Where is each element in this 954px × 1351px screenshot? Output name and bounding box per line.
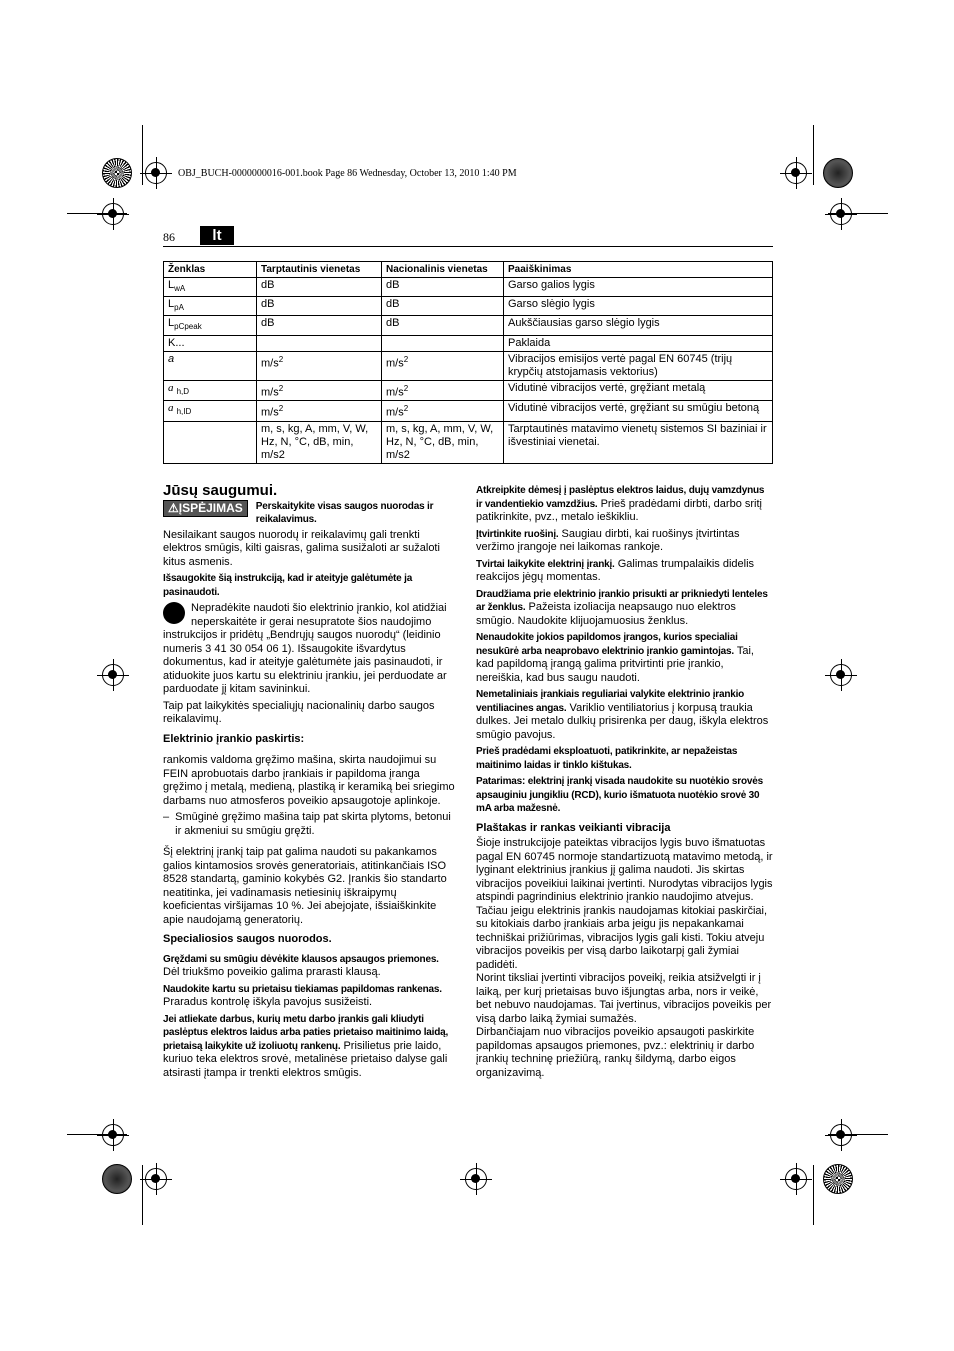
paragraph-text: Tai, kad papildomą įrangą galima pritvirtinti prie įrankio, nereiškia, kad bus saugu naudoti. xyxy=(476,644,754,684)
paragraph: Taip pat laikykitės specialiųjų nacionalinių darbo saugos reikalavimų. xyxy=(163,699,435,725)
table-cell: m, s, kg, A, mm, V, W, Hz, N, °C, dB, min, m/s2 xyxy=(257,421,382,463)
bold-lead: Įtvirtinkite ruošinį. xyxy=(476,528,559,540)
table-cell: Vidutinė vibracijos vertė, gręžiant su smūgiu betoną xyxy=(504,401,773,422)
paragraph-text: Pažeista izoliacija neapsaugo nuo elektros smūgio. Naudokite klijuojamuosius ženklus. xyxy=(476,601,736,627)
paragraph-text: Dėl triukšmo poveikio galima prarasti klausą. xyxy=(163,966,381,978)
table-cell: $m/s^2$ xyxy=(257,401,382,422)
bold-lead: Nenaudokite jokios papildomos įrangos, kurios specialiai nesukūrė arba neaprobavo elektrinio įrankio gamintojas. xyxy=(476,632,738,657)
registration-target-icon xyxy=(785,162,807,184)
subheading: Elektrinio įrankio paskirtis: xyxy=(163,732,305,745)
paragraph-bold: Išsaugokite šią instrukciją, kad ir ateityje galėtumėte ja pasinaudoti. xyxy=(163,573,413,598)
page-number: 86 xyxy=(163,230,175,244)
registration-target-icon xyxy=(145,1168,167,1190)
warning-triangle-icon: ⚠ xyxy=(168,500,179,515)
registration-star-icon xyxy=(823,1164,853,1194)
paragraph xyxy=(476,588,773,629)
table-cell: dB xyxy=(257,297,382,316)
left-column xyxy=(163,484,457,1083)
bold-lead: Tvirtai laikykite elektrinį įrankį. xyxy=(476,558,615,570)
crop-mark xyxy=(142,125,143,185)
table-row xyxy=(164,421,773,463)
subheading: Plaštakas ir rankas veikianti vibracija xyxy=(476,821,671,834)
table-cell: a $_{h,ID}$ xyxy=(164,401,257,422)
paragraph: Dirbančiajam nuo vibracijos poveikio apsaugoti paskirkite papildomas apsaugos priemones, pvz.: elektrinių ir darbo įrankių techninę priežiūrą, rankų šildymą, darbo eigos organizavimą. xyxy=(476,1026,755,1079)
table-cell: m, s, kg, A, mm, V, W, Hz, N, °C, dB, min, m/s2 xyxy=(382,421,504,463)
table-header: Paaiškinimas xyxy=(504,262,773,278)
table-row xyxy=(164,401,773,422)
table-cell: Garso slėgio lygis xyxy=(504,297,773,316)
crop-mark xyxy=(813,125,814,185)
paragraph xyxy=(476,688,773,742)
table-cell: dB xyxy=(382,316,504,335)
table-cell: Garso galios lygis xyxy=(504,278,773,297)
table-cell: $L_{pA}$ xyxy=(164,297,257,316)
warning-text: Perskaitykite visas saugos nuorodas ir reikalavimus. xyxy=(255,500,434,525)
registration-star-icon xyxy=(823,158,853,188)
table-cell: K... xyxy=(164,335,257,351)
table-cell: dB xyxy=(257,316,382,335)
dash-text: Smūginė gręžimo mašina taip pat skirta plytoms, betonui ir akmeniui su smūgiu gręžti. xyxy=(175,811,451,837)
warning-label: ĮSPĖJIMAS xyxy=(178,500,243,515)
registration-target-icon xyxy=(830,664,852,686)
paragraph-text: Saugiau dirbti, kai ruošinys įtvirtintas veržimo įrangoje nei laikomas rankoje. xyxy=(476,527,740,553)
bold-lead: Jei atliekate darbus, kurių metu darbo įrankis gali kliudyti paslėptus elektros laidus arba paties prietaiso maitinimo laidą, prietaisą laikykite už izoliuotų rankenų. xyxy=(163,1013,449,1052)
registration-target-icon xyxy=(102,664,124,686)
paragraph-text: Variklio ventiliatorius į korpusą traukia dulkes. Jei metalo dulkių prisirenka per daug, iškyla elektros smūgio pavojus. xyxy=(476,701,769,741)
table-row xyxy=(164,297,773,316)
table-cell: $m/s^2$ xyxy=(382,351,504,380)
table-cell: $m/s^2$ xyxy=(382,380,504,401)
bold-lead: Draudžiama prie elektrinio įrankio prisukti ar prikniedyti lenteles ar ženklus. xyxy=(476,588,768,613)
table-cell: dB xyxy=(257,278,382,297)
table-cell: dB xyxy=(382,297,504,316)
table-cell: $m/s^2$ xyxy=(257,351,382,380)
paragraph xyxy=(163,602,457,697)
table-cell: $L_{pCpeak}$ xyxy=(164,316,257,335)
bold-lead: Naudokite kartu su prietaisu tiekiamas papildomas rankenas. xyxy=(163,983,442,995)
table-header: Tarptautinis vienetas xyxy=(257,262,382,278)
paragraph-text: Nepradėkite naudoti šio elektrinio įrankio, kol atidžiai neperskaitėte ir gerai nesupratote šios naudojimo instrukcijos ir pridėtų „Bendrųjų saugos nuorodų“ (leidinio numeris 3 41 30 054 06 1). Išsaugokite išvardytus dokumentus, kad ir ateityje galėtumėte jais pasinaudoti, ir atiduokite juos kartu su elektriniu įrankiu, jei perduodate ar parduodate jį kitam savininkui. xyxy=(163,602,447,695)
header-rule xyxy=(163,246,773,247)
subheading: Specialiosios saugos nuorodos. xyxy=(163,933,332,945)
registration-target-icon xyxy=(145,162,167,184)
warning-block xyxy=(163,500,457,527)
paragraph-text: Prieš pradėdami dirbti, darbo sritį patikrinkite, pvz., metalo ieškikliu. xyxy=(476,497,762,523)
table-row xyxy=(164,351,773,380)
paragraph-bold: Patarimas: elektrinį įrankį visada naudokite su nuotėkio srovės apsauginiu jungikliu (RCD), kurio išmatuota nuotėkio srovė 30 mA arba mažesnė. xyxy=(476,776,763,814)
table-header-row xyxy=(164,262,773,278)
table-cell xyxy=(164,421,257,463)
file-info-line: OBJ_BUCH-0000000016-001.book Page 86 Wednesday, October 13, 2010 1:40 PM xyxy=(178,168,517,179)
table-cell: Paklaida xyxy=(504,335,773,351)
paragraph xyxy=(476,558,773,585)
dash-item xyxy=(163,811,457,838)
dash-bullet: – xyxy=(163,811,170,823)
paragraph: Šioje instrukcijoje pateiktas vibracijos lygis buvo išmatuotas pagal EN 60745 normoje standartizuotą matavimo metodą, ir lyginant elektrinius įrankius jį galima naudoti. Jis skirtas vibracijos poveikiui laikinai įvertinti. Nurodytas vibracijos lygis atspindi pagrindinius elektrinio įrankio naudojimo atvejus. Tačiau jeigu elektrinis įrankis naudojamas kitokiai paskirčiai, su kitokiais darbo įrankiais arba jeigu jis nepakankamai techniškai prižiūrimas, vibracijos lygis gali kisti. Tokiu atveju vibracijos poveikis per visą darbo laikotarpį gali žymiai padidėti. xyxy=(476,837,773,971)
registration-target-icon xyxy=(830,1124,852,1146)
paragraph: rankomis valdoma gręžimo mašina, skirta naudojimui su FEIN aprobuotais darbo įrankiais ir papildoma įranga gręžimo į metalą, medieną, plastiką ir keramiką bei sriegimo darbams nuo atmosferos poveikio apsaugotoje aplinkoje. xyxy=(163,754,455,807)
registration-star-icon xyxy=(102,1164,132,1194)
table-cell xyxy=(257,335,382,351)
right-column xyxy=(476,484,773,1080)
paragraph-text: Prisilietus prie laido, kuriuo teka elektros srovė, metalinėse prietaiso dalyse gali atsirasti įtampa ir trenkti elektros smūgis. xyxy=(163,1039,448,1079)
paragraph xyxy=(476,528,773,555)
registration-target-icon xyxy=(465,1168,487,1190)
table-cell: Tarptautinės matavimo vienetų sistemos SI baziniai ir išvestiniai vienetai. xyxy=(504,421,773,463)
bold-lead: Gręždami su smūgiu dėvėkite klausos apsaugos priemones. xyxy=(163,953,439,965)
table-cell: $L_{wA}$ xyxy=(164,278,257,297)
warning-badge xyxy=(163,500,248,518)
registration-target-icon xyxy=(102,203,124,225)
table-cell: a $_{h,D}$ xyxy=(164,380,257,401)
table-cell: Vibracijos emisijos vertė pagal EN 60745 (trijų krypčių atstojamasis vektorius) xyxy=(504,351,773,380)
crop-mark xyxy=(813,1165,814,1225)
paragraph xyxy=(163,1013,457,1081)
paragraph-text: Praradus kontrolę iškyla pavojus susižeisti. xyxy=(163,996,373,1008)
symbols-table xyxy=(163,261,773,464)
paragraph: Nesilaikant saugos nuorodų ir reikalavimų gali trenkti elektros smūgis, kilti gaisras, galima susižaloti ar sužaloti kitus asmenis. xyxy=(163,528,440,568)
registration-target-icon xyxy=(830,203,852,225)
language-badge: lt xyxy=(200,226,234,245)
paragraph xyxy=(163,953,457,980)
table-header: Nacionalinis vienetas xyxy=(382,262,504,278)
paragraph-bold: Prieš pradėdami eksploatuoti, patikrinkite, ar nepažeistas maitinimo laidas ir tinklo kištukas. xyxy=(476,746,738,771)
section-title: Jūsų saugumui. xyxy=(163,482,278,499)
paragraph: Šį elektrinį įrankį taip pat galima naudoti su pakankamos galios kintamosios srovės generatoriais, atitinkančiais ISO 8528 standartą, gaminio kokybės G2. Įrankis šio standarto neatitinka, jei vadinamasis netiesinių iškraipymų koeficientas viršijamas 10 %. Jei abejojate, išsiaiškinkite apie naudojamą generatorių. xyxy=(163,846,447,926)
table-row xyxy=(164,316,773,335)
table-header: Ženklas xyxy=(164,262,257,278)
read-manual-icon xyxy=(163,602,185,624)
paragraph xyxy=(163,983,457,1010)
registration-star-icon xyxy=(102,158,132,188)
table-row xyxy=(164,278,773,297)
bold-lead: Nemetaliniais įrankiais reguliariai valykite elektrinio įrankio ventiliacines angas. xyxy=(476,689,745,714)
table-row xyxy=(164,335,773,351)
bold-lead: Atkreipkite dėmesį į paslėptus elektros laidus, dujų vamzdynus ir vandentiekio vamzdžius. xyxy=(476,485,765,510)
table-cell: $m/s^2$ xyxy=(257,380,382,401)
table-cell: a xyxy=(164,351,257,380)
table-cell xyxy=(382,335,504,351)
paragraph: Norint tiksliai įvertinti vibracijos poveikį, reikia atsižvelgti ir į laiką, per kurį prietaisas buvo išjungtas arba, nors ir veikė, bet nebuvo naudojamas. Tai įvertinus, vibracijos poveikis per visą darbo laiką žymiai sumažės. xyxy=(476,972,772,1025)
registration-target-icon xyxy=(102,1124,124,1146)
table-cell: dB xyxy=(382,278,504,297)
paragraph xyxy=(476,484,773,525)
table-cell: Aukščiausias garso slėgio lygis xyxy=(504,316,773,335)
paragraph-text: Galimas trumpalaikis didelis reakcijos jėgų momentas. xyxy=(476,557,755,583)
table-cell: Vidutinė vibracijos vertė, gręžiant metalą xyxy=(504,380,773,401)
table-cell: $m/s^2$ xyxy=(382,401,504,422)
registration-target-icon xyxy=(785,1168,807,1190)
crop-mark xyxy=(142,1165,143,1225)
paragraph xyxy=(476,631,773,685)
table-row xyxy=(164,380,773,401)
